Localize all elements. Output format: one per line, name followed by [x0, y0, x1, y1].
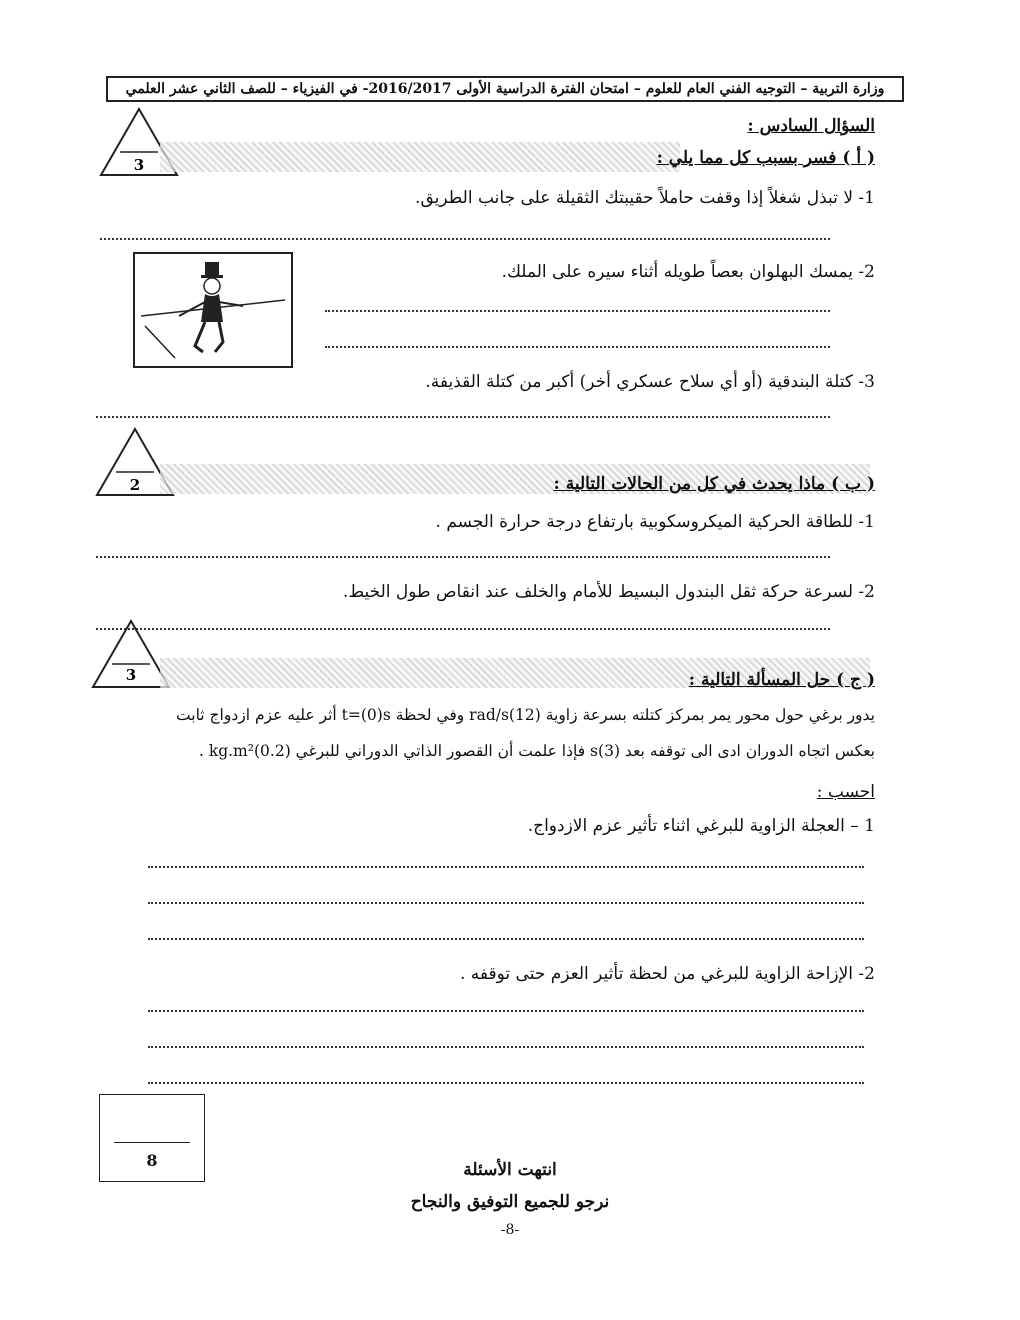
answer-line[interactable]: [148, 866, 864, 868]
problem-line-2: بعكس اتجاه الدوران ادى الى توقفه بعد (3)s فإذا علمت أن القصور الذاتي الدوراني للبرغي (0.2)kg.m² .: [198, 742, 875, 760]
total-fraction-line: [114, 1142, 190, 1143]
answer-line[interactable]: [325, 346, 830, 348]
answer-line[interactable]: [148, 902, 864, 904]
answer-line[interactable]: [325, 310, 830, 312]
answer-line[interactable]: [148, 1046, 864, 1048]
answer-line[interactable]: [96, 556, 830, 558]
shaded-band-a: [160, 142, 680, 172]
mark-c: 3: [125, 666, 137, 684]
footer-wish-text: نرجو للجميع التوفيق والنجاح: [410, 1192, 610, 1212]
answer-line[interactable]: [148, 1082, 864, 1084]
answer-line[interactable]: [96, 628, 830, 630]
part-a-item-3: 3- كتلة البندقية (أو أي سلاح عسكري أخر) أكبر من كتلة القذيفة.: [425, 372, 875, 392]
part-c-item-2: 2- الإزاحة الزاوية للبرغي من لحظة تأثير العزم حتى توقفه .: [459, 964, 875, 984]
part-c-label: ( ج ) حل المسألة التالية :: [688, 670, 875, 690]
calc-label: احسب :: [816, 782, 875, 802]
answer-line[interactable]: [148, 938, 864, 940]
answer-line[interactable]: [148, 1010, 864, 1012]
footer-end-text: انتهت الأسئلة: [463, 1160, 557, 1180]
part-a-item-2: 2- يمسك البهلوان بعصاً طويله أثناء سيره على الملك.: [501, 262, 875, 282]
part-b-item-2: 2- لسرعة حركة ثقل البندول البسيط للأمام والخلف عند انقاص طول الخيط.: [342, 582, 875, 602]
problem-line-1: يدور برغي حول محور يمر بمركز كتلته بسرعة زاوية (12)rad/s وفي لحظة t=(0)s أثر عليه عزم ازدواج ثابت: [176, 706, 875, 724]
question-title: السؤال السادس :: [747, 116, 875, 136]
exam-header: وزارة التربية – التوجيه الفني العام للعلوم – امتحان الفترة الدراسية الأولى 2016/2017- في الفيزياء – للصف الثاني عشر العلمي: [106, 76, 904, 102]
answer-line[interactable]: [100, 238, 830, 240]
part-a-item-1: 1- لا تبذل شغلاً إذا وقفت حاملاً حقيبتك الثقيلة على جانب الطريق.: [415, 188, 875, 208]
part-a-label: ( أ ) فسر بسبب كل مما يلي :: [656, 148, 875, 168]
page-number: -8-: [500, 1222, 520, 1238]
total-mark: 8: [146, 1151, 158, 1170]
tightrope-walker-image: [133, 252, 293, 368]
answer-line[interactable]: [96, 416, 830, 418]
part-c-item-1: 1 – العجلة الزاوية للبرغي اثناء تأثير عزم الازدواج.: [527, 816, 875, 836]
mark-b: 2: [129, 476, 141, 494]
mark-a: 3: [133, 156, 145, 174]
part-b-item-1: 1- للطاقة الحركية الميكروسكوبية بارتفاع درجة حرارة الجسم .: [435, 512, 875, 532]
part-b-label: ( ب ) ماذا يحدث في كل من الحالات التالية :: [553, 474, 875, 494]
